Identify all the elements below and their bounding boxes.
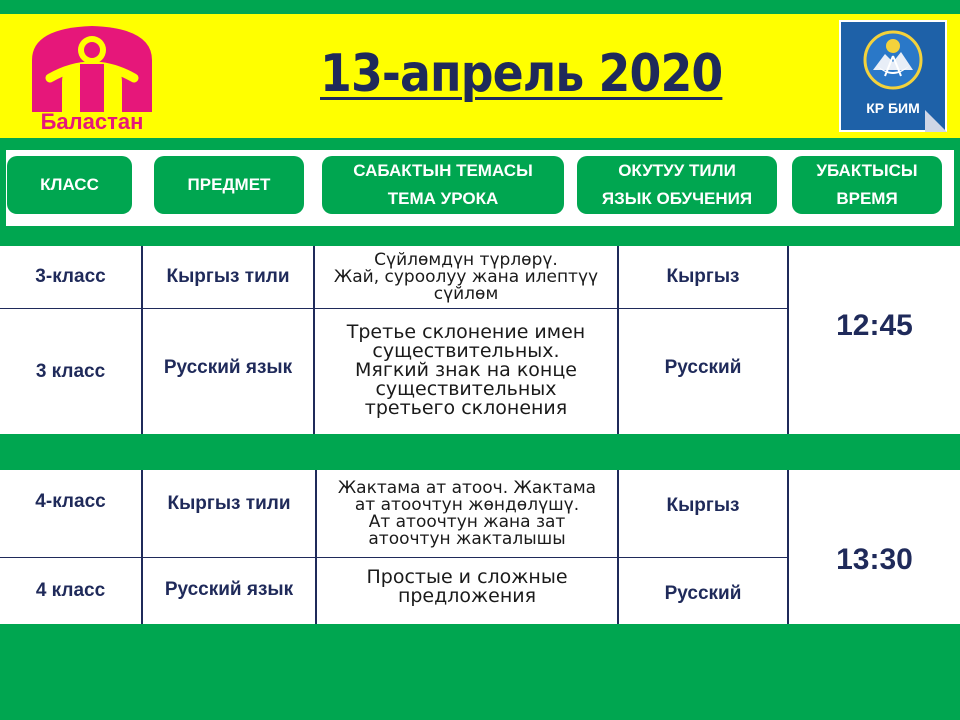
topic-line: существительных.	[372, 339, 560, 362]
topic-line: Третье склонение имен	[346, 320, 586, 343]
balastan-logo-icon	[22, 20, 162, 112]
column-header-label: САБАКТЫН ТЕМАСЫ	[353, 161, 533, 180]
topic-cell	[317, 478, 617, 550]
topic-cell	[317, 564, 617, 610]
topic-line: Мягкий знак на конце	[355, 358, 577, 381]
language-cell: Русский	[664, 583, 742, 604]
topic-line: третьего склонения	[364, 396, 568, 419]
topic-line: сүйлөм	[433, 283, 499, 304]
topic-line: Сүйлөмдүн түрлөрү.	[374, 249, 558, 270]
state-emblem-icon	[841, 26, 945, 96]
topic-line: Ат атоочтун жана зат	[368, 512, 566, 532]
topic-line: Жай, суроолуу жана илептүү	[333, 266, 599, 287]
class-cell: 4 класс	[35, 580, 106, 601]
schedule-block-1	[0, 246, 960, 434]
topic-line: существительных	[375, 377, 557, 400]
topic-cell	[315, 248, 617, 306]
column-header-label: КЛАСС	[40, 175, 99, 194]
column-header-time	[792, 156, 942, 214]
subject-cell: Русский язык	[164, 579, 294, 600]
language-cell: Кыргыз	[666, 495, 740, 516]
column-header-topic	[322, 156, 564, 214]
time-cell: 12:45	[836, 309, 913, 342]
topic-line: Жактама ат атооч. Жактама	[337, 478, 597, 498]
page-fold	[925, 110, 947, 132]
topic-line: ат атоочтун жөндөлүшү.	[354, 495, 580, 515]
column-header-label: ОКУТУУ ТИЛИ	[618, 161, 736, 180]
subject-cell: Русский язык	[163, 357, 293, 378]
class-cell: 3 класс	[35, 360, 106, 382]
subject-cell: Кыргыз тили	[166, 266, 290, 287]
column-header-language	[577, 156, 777, 214]
logo-text: Баластан	[40, 109, 144, 134]
column-header-subject	[154, 156, 304, 214]
language-cell: Русский	[664, 357, 742, 378]
language-cell: Кыргыз	[666, 266, 740, 287]
topic-line: атоочтун жакталышы	[368, 529, 566, 549]
page-title-date: 13-апрель 2020	[320, 44, 723, 104]
column-header-sublabel: ВРЕМЯ	[836, 189, 898, 208]
column-header-label: УБАКТЫСЫ	[816, 161, 918, 180]
balastan-logo	[22, 20, 162, 135]
topic-line: Простые и сложные	[366, 566, 568, 588]
column-header-sublabel: ТЕМА УРОКА	[387, 189, 499, 208]
kr-bim-emblem	[839, 20, 947, 132]
class-cell: 3-класс	[35, 266, 106, 287]
topic-cell	[315, 314, 617, 426]
emblem-label: КР БИМ	[866, 100, 920, 116]
column-header-class	[7, 156, 132, 214]
column-header-sublabel: ЯЗЫК ОБУЧЕНИЯ	[601, 189, 753, 208]
class-cell: 4-класс	[35, 491, 106, 512]
schedule-block-2	[0, 470, 960, 624]
topic-line: предложения	[397, 585, 537, 607]
subject-cell: Кыргыз тили	[167, 493, 291, 514]
column-header-label: ПРЕДМЕТ	[187, 175, 271, 194]
time-cell: 13:30	[836, 543, 913, 576]
